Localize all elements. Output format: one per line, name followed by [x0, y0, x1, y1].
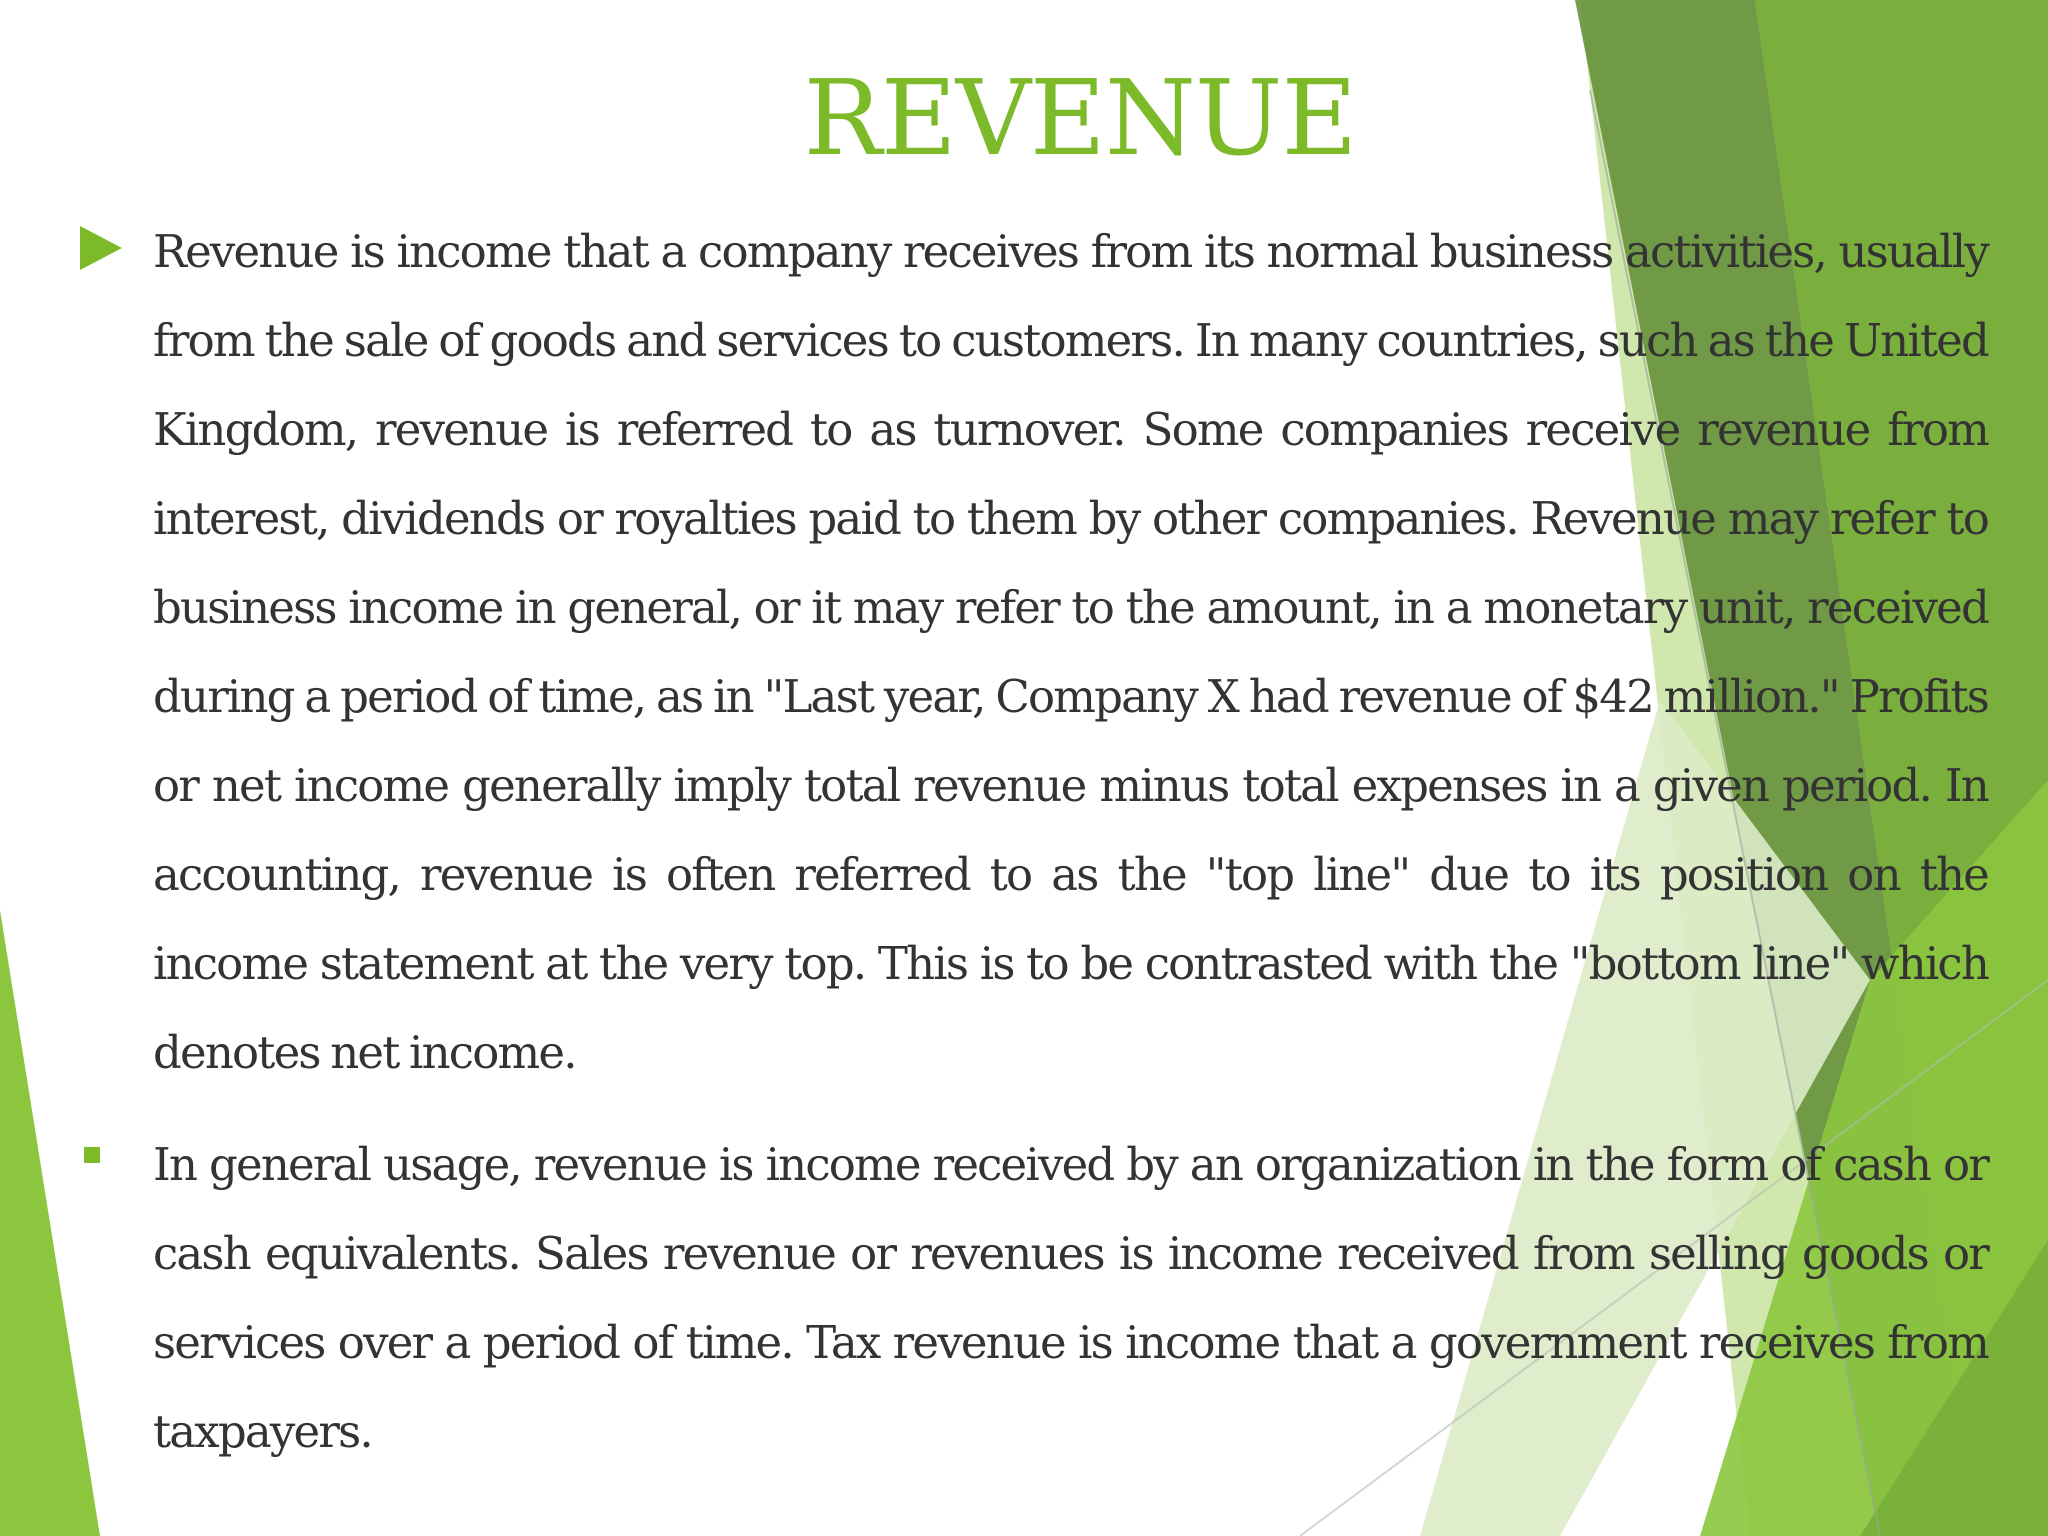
square-bullet-icon: [84, 1147, 100, 1163]
triangle-bullet-icon: [80, 226, 122, 270]
slide-title: REVENUE: [803, 57, 1357, 179]
bullet-paragraph-1: Revenue is income that a company receives from its normal business activities, usually from the sale of goods and services to customers. In many countries, such as the United Kingdom, revenue is referred to as turnover. Some companies receive revenue from interest, dividends or royalties paid to them by other companies. Revenue may refer to business income in general, or it may refer to the amount, in a monetary unit, received during a period of time, as in "Last year, Company X had revenue of $42 million." Profits or net income generally imply total revenue minus total expenses in a given period. In accounting, revenue is often referred to as the "top line" due to its position on the income statement at the very top. This is to be contrasted with the "bottom line" which denotes net income.: [153, 225, 1988, 1079]
bullet-paragraph-2: In general usage, revenue is income received by an organization in the form of cash or cash equivalents. Sales revenue or revenues is income received from selling goods or services over a period of time. Tax revenue is income that a government receives from taxpayers.: [153, 1138, 1988, 1458]
